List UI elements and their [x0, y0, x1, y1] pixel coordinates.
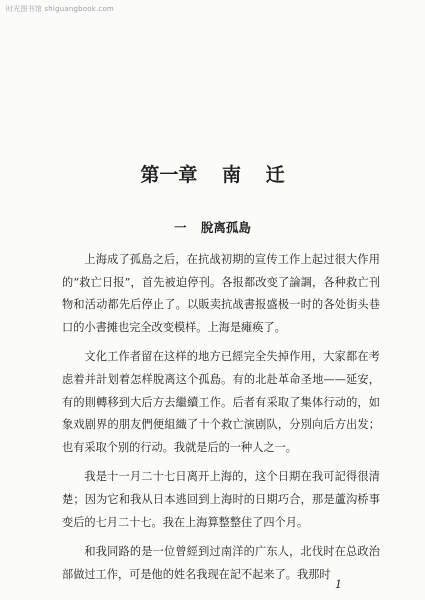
paragraph-1: 上海成了孤島之后，在抗战初期的宣传工作上起过很大作用的“救亡日报”，首先被迫停刊。各报都改变了論調，各种救亡刊物和活动都先后停止了。以販卖抗战書报盛极一时的各处街头巷口的小書摊也完全改变模样。上海是瘫痪了。 [62, 253, 380, 334]
page-number: 1 [335, 578, 342, 591]
chapter-title: 第一章 南 迁 [140, 164, 285, 186]
paragraph-2: 文化工作者留在这样的地方已經完全失掉作用，大家都在考虑着并計划着怎样脫离这个孤島。有的北赴革命圣地——延安，有的則轉移到大后方去繼續工作。后者有采取了集体行动的，如象戏剧界的朋友們便組織了十个救亡演剧队，分別向后方出发；也有采取个别的行动。我就是后的一种人之一。 [62, 350, 380, 454]
body-text [62, 249, 380, 593]
watermark: 时光图书馆 shiguangbook.com [6, 5, 114, 13]
section-title: 一 脫离孤島 [174, 220, 251, 235]
paragraph-3: 我是十一月二十七日离开上海的，这个日期在我可記得很清楚；因为它和我从日本逃回到上海时的日期巧合，那是蘆沟桥事变后的七月二十七。我在上海算整整住了四个月。 [62, 470, 380, 529]
paragraph-4: 和我同路的是一位曾經到过南洋的广东人，北伐时在总政治部做过工作，可是他的姓名我现在記不起来了。我那时 [62, 545, 380, 581]
